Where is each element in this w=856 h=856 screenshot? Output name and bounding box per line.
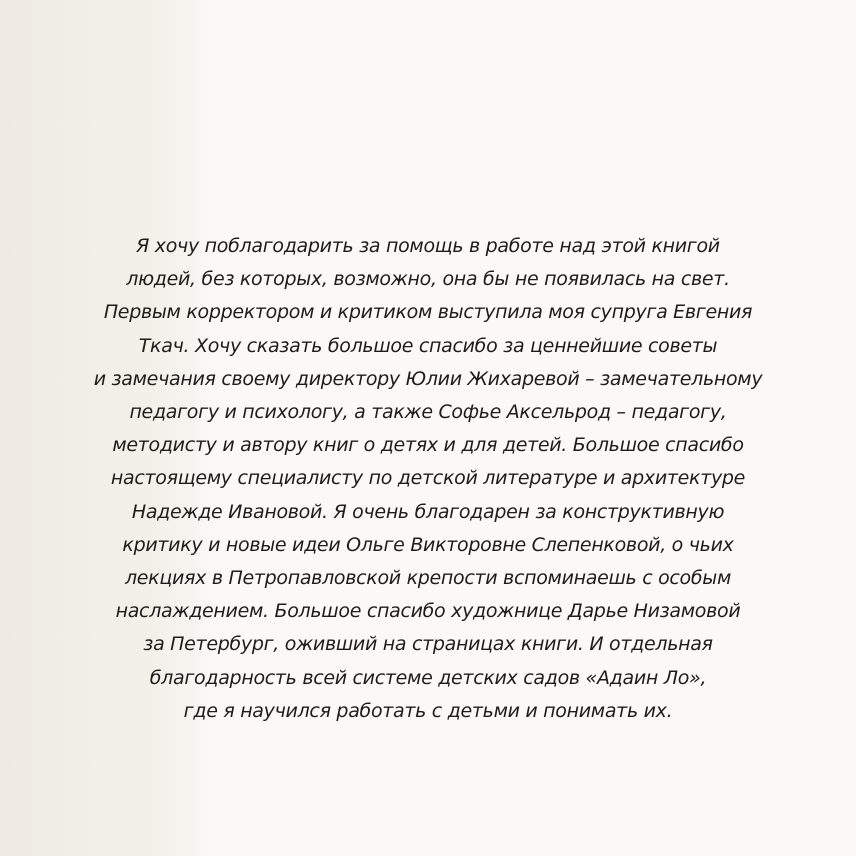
text-line: Ткач. Хочу сказать большое спасибо за ценнейшие советы <box>138 334 718 357</box>
text-line: людей, без которых, возможно, она бы не появилась на свет. <box>126 268 730 291</box>
text-line: критику и новые идеи Ольге Викторовне Слепенковой, о чьих <box>122 533 734 556</box>
text-line: наслаждением. Большое спасибо художнице Дарье Низамовой <box>115 600 741 623</box>
text-line: где я научился работать с детьми и понимать их. <box>183 699 673 722</box>
text-line: Я хочу поблагодарить за помощь в работе над этой книгой <box>136 235 720 257</box>
text-line: благодарность всей системе детских садов «Адаин Ло», <box>149 666 707 689</box>
text-line: лекциях в Петропавловской крепости вспоминаешь с особым <box>124 567 732 590</box>
text-line: методисту и автору книг о детях и для детей. Большое спасибо <box>112 434 744 457</box>
text-line: за Петербург, оживший на страницах книги. И отдельная <box>143 633 713 656</box>
text-line: и замечания своему директору Юлии Жихаревой – замечательному <box>93 367 763 390</box>
text-line: настоящему специалисту по детской литературе и архитектуре <box>110 467 746 490</box>
text-line: Первым корректором и критиком выступила моя супруга Евгения <box>103 301 753 324</box>
text-line: педагогу и психологу, а также Софье Аксельрод – педагогу, <box>129 401 727 424</box>
text-line: Надежде Ивановой. Я очень благодарен за конструктивную <box>131 500 725 523</box>
acknowledgements-text <box>0 230 856 728</box>
